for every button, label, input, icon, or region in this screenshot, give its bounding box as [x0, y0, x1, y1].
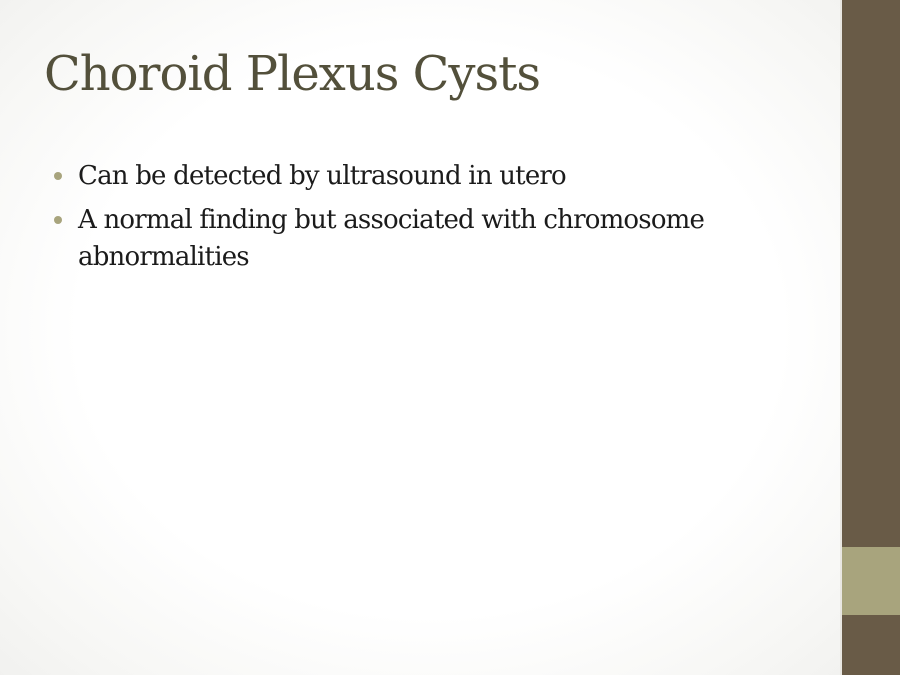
slide-title: Choroid Plexus Cysts: [44, 46, 541, 102]
bullet-text: Can be detected by ultrasound in utero: [78, 161, 566, 191]
bullet-dot-icon: [54, 172, 62, 180]
bullet-item: [54, 158, 774, 195]
bullet-text: A normal finding but associated with chromosome abnormalities: [78, 205, 705, 272]
sidebar-accent-block: [842, 547, 900, 615]
bullet-dot-icon: [54, 216, 62, 224]
bullet-item: [54, 202, 774, 276]
bullet-list: [54, 158, 774, 283]
